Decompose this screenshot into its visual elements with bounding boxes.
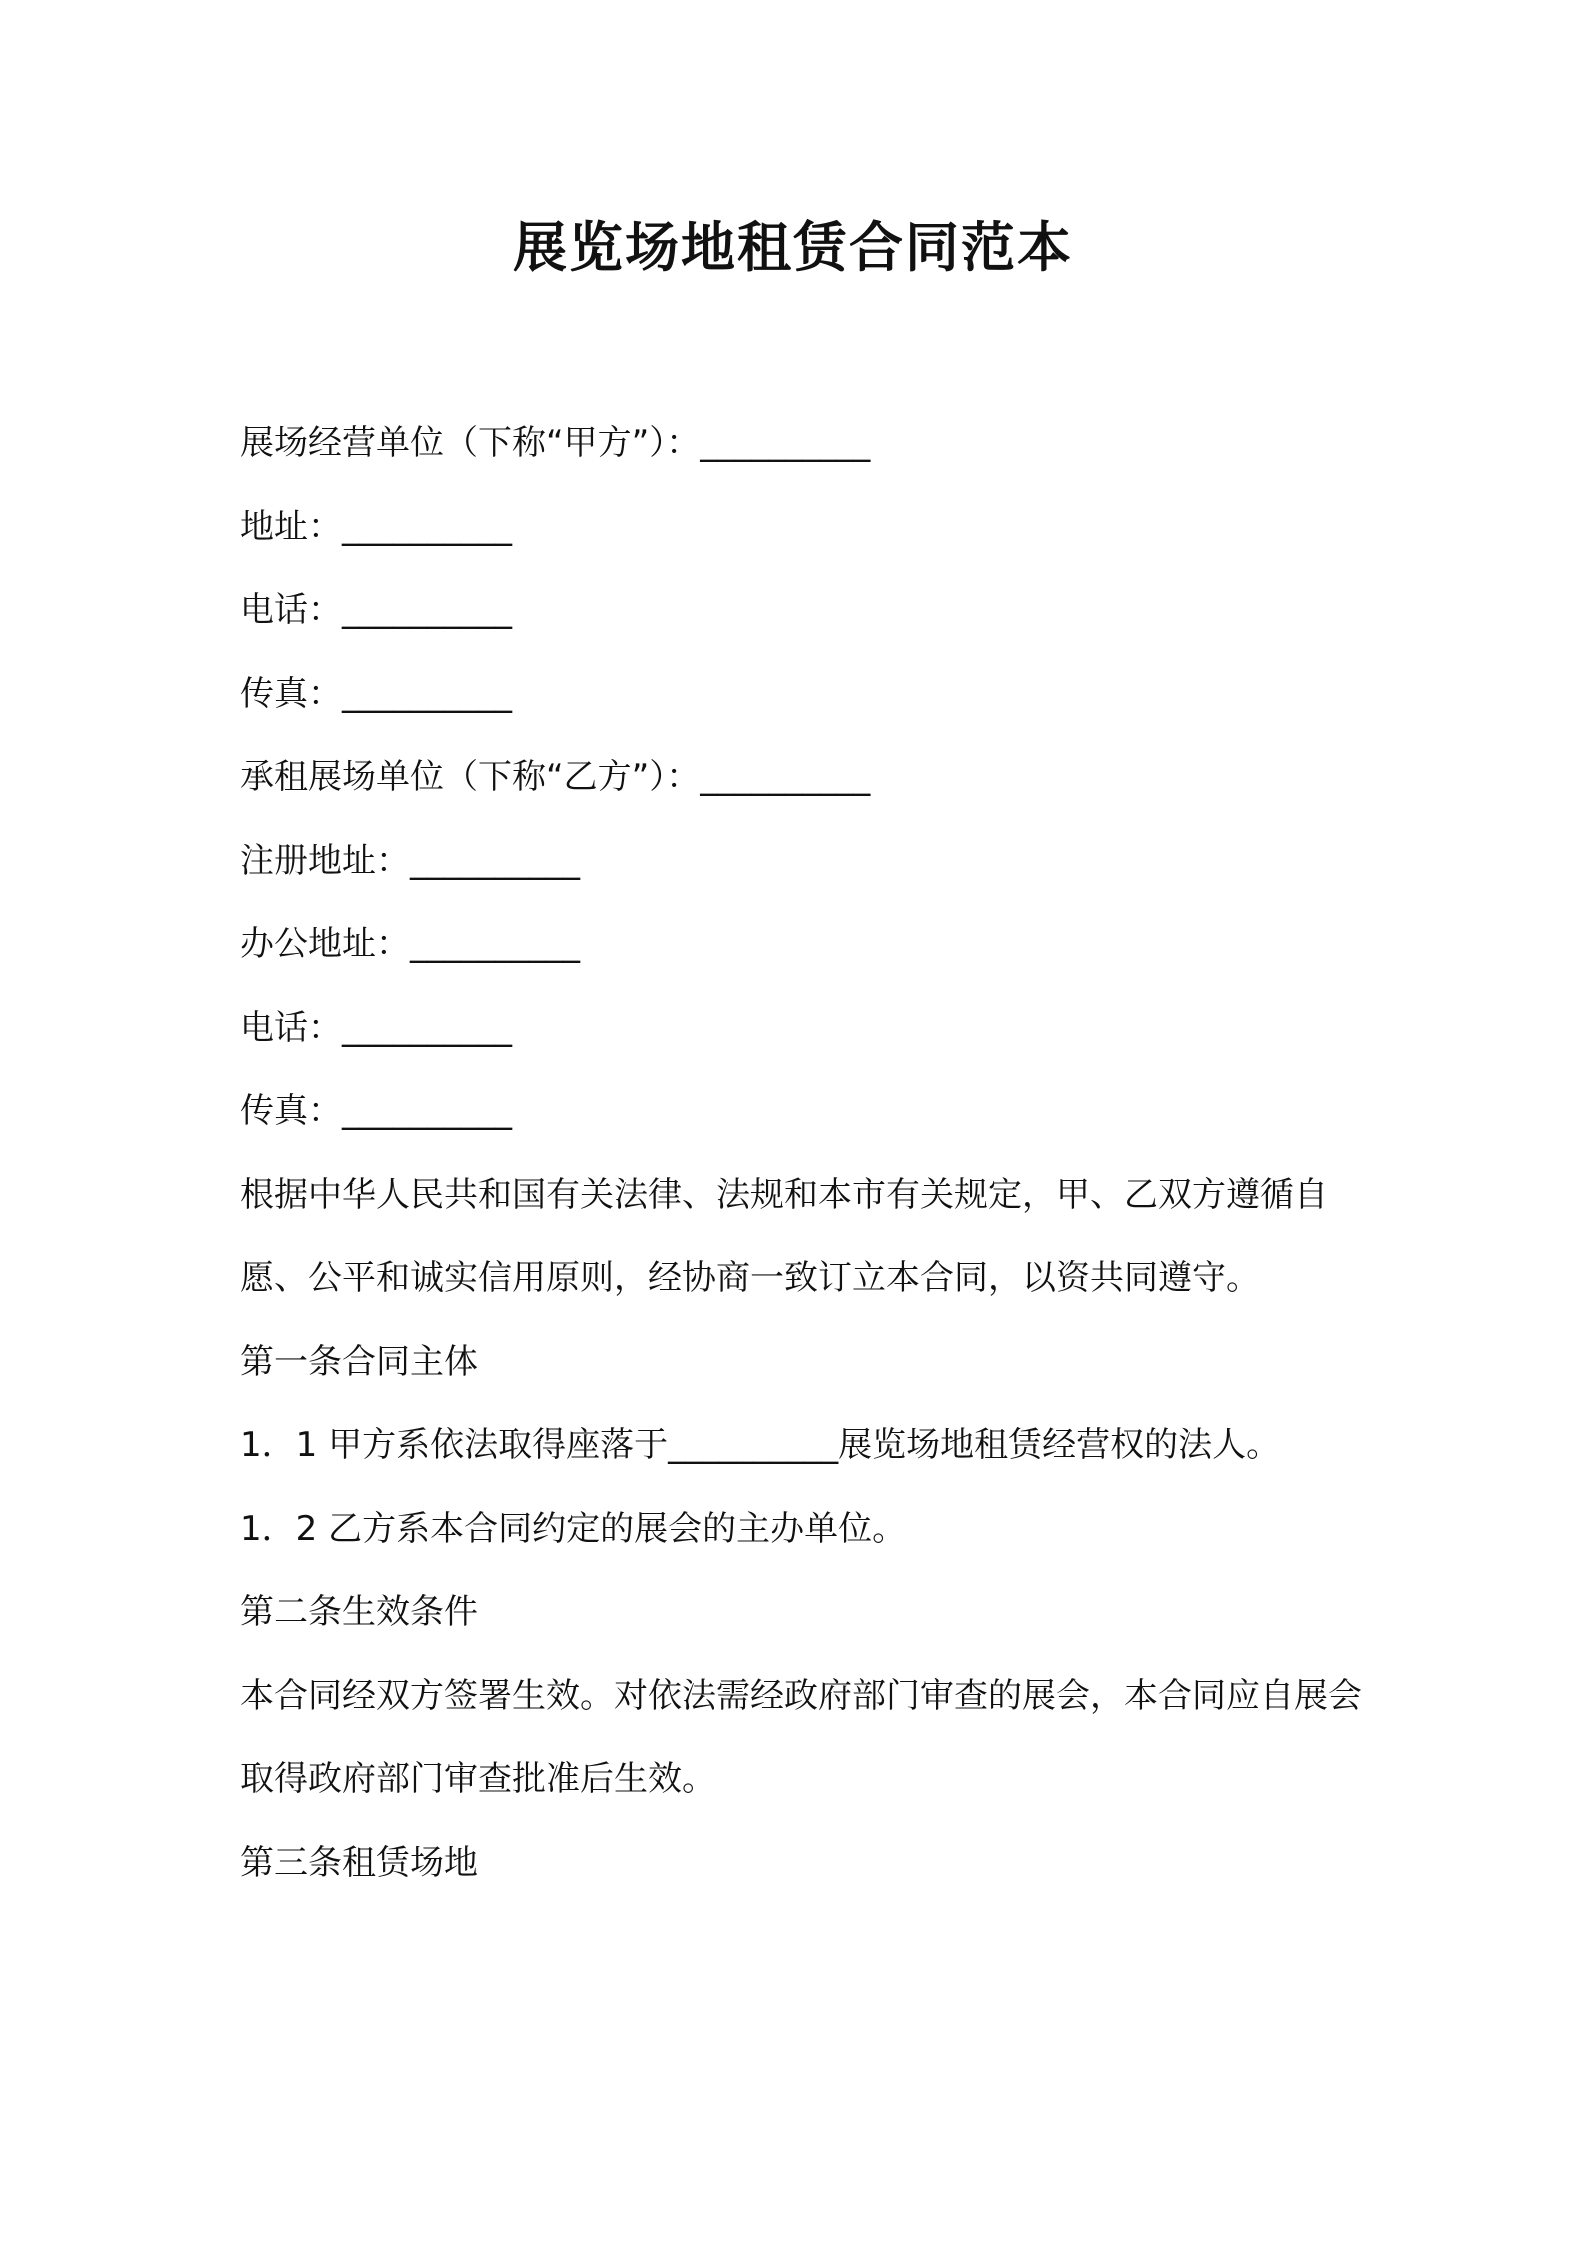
party-b-fax: 传真：__________ [240, 1091, 512, 1131]
party-a-fax: 传真：__________ [240, 673, 512, 714]
document-title: 展览场地租赁合同范本 [513, 216, 1073, 279]
article-1-clause-1: 1．1 甲方系依法取得座落于__________展览场地租赁经营权的法人。 [240, 1425, 1281, 1465]
preamble-paragraph: 根据中华人民共和国有关法律、法规和本市有关规定，甲、乙双方遵循自愿、公平和诚实信用原则，经协商一致订立本合同，以资共同遵守。 [240, 1174, 1328, 1298]
party-a-phone: 电话：__________ [240, 590, 512, 630]
party-b-phone: 电话：__________ [240, 1007, 512, 1048]
party-b-office-address: 办公地址：__________ [240, 924, 580, 964]
document-body [240, 402, 1380, 1905]
article-3-heading: 第三条租赁场地 [240, 1842, 478, 1883]
article-1-clause-2: 1．2 乙方系本合同约定的展会的主办单位。 [240, 1508, 907, 1549]
party-a-label: 展场经营单位（下称“甲方”）：__________ [240, 423, 871, 463]
party-b-registered-address: 注册地址：__________ [240, 840, 580, 881]
party-b-label: 承租展场单位（下称“乙方”）：__________ [240, 757, 871, 797]
article-1-heading: 第一条合同主体 [240, 1341, 478, 1382]
party-a-address: 地址：__________ [240, 506, 512, 547]
article-2-heading: 第二条生效条件 [240, 1592, 478, 1632]
article-2-text: 本合同经双方签署生效。对依法需经政府部门审查的展会，本合同应自展会取得政府部门审查批准后生效。 [240, 1675, 1362, 1799]
